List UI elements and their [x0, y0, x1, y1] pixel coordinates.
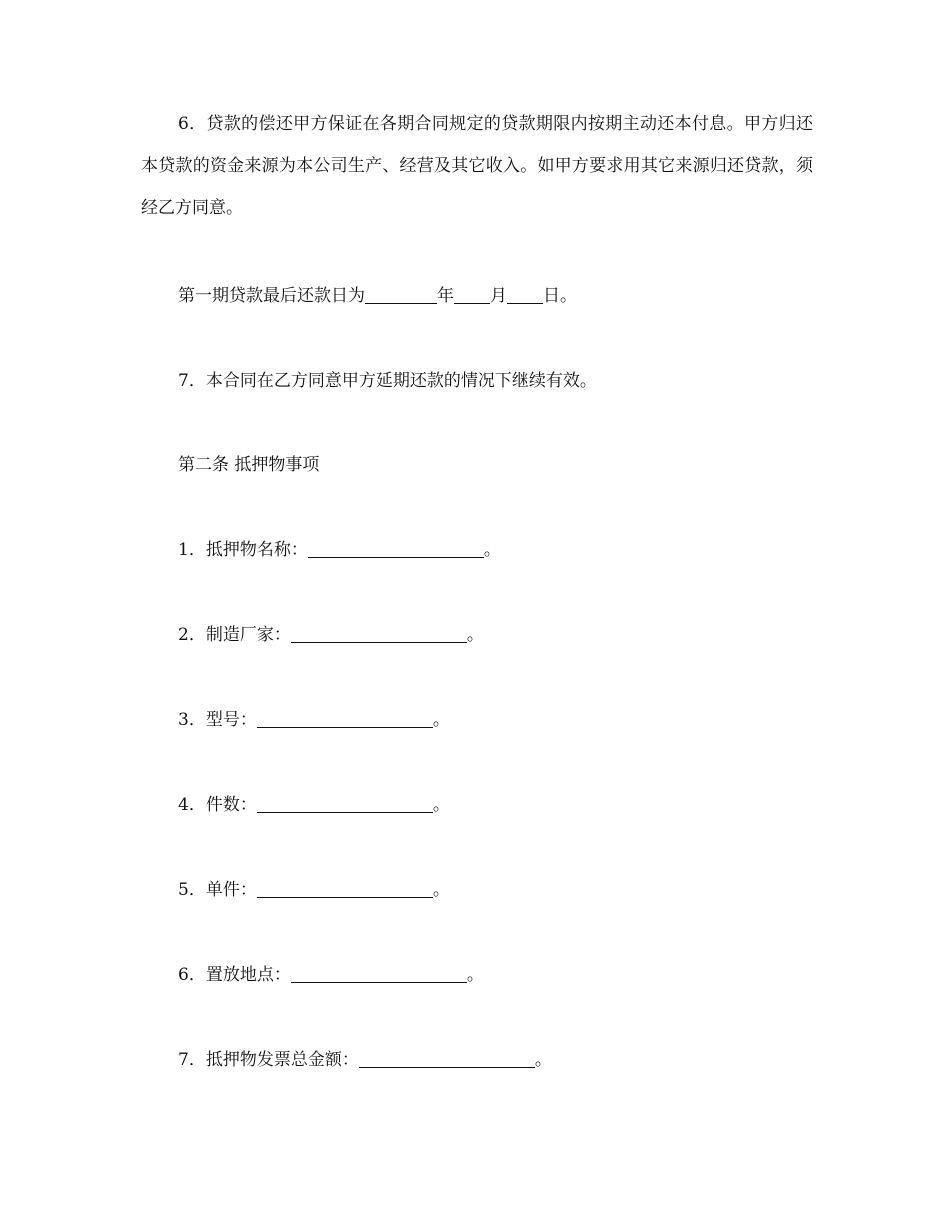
- item-suffix: 。: [432, 795, 450, 815]
- item-suffix: 。: [483, 540, 501, 560]
- clause-7-extension: 7．本合同在乙方同意甲方延期还款的情况下继续有效。: [178, 371, 597, 391]
- item-label: 4．件数：: [178, 795, 257, 815]
- first-period-due-date-line: [178, 284, 577, 308]
- month-label: 月: [490, 286, 507, 306]
- unit-line: [178, 878, 450, 902]
- item-suffix: 。: [466, 625, 484, 645]
- collateral-name-line: [178, 538, 501, 562]
- invoice-total-line: [178, 1048, 552, 1072]
- storage-location-blank[interactable]: [291, 964, 467, 983]
- quantity-blank[interactable]: [257, 794, 433, 813]
- item-label: 1．抵押物名称：: [178, 540, 308, 560]
- day-label: 日。: [543, 286, 577, 306]
- item-suffix: 。: [534, 1050, 552, 1070]
- item-label: 6．置放地点：: [178, 965, 291, 985]
- collateral-name-blank[interactable]: [308, 539, 484, 558]
- manufacturer-blank[interactable]: [291, 624, 467, 643]
- item-label: 7．抵押物发票总金额：: [178, 1050, 359, 1070]
- first-period-prefix: 第一期贷款最后还款日为: [178, 286, 365, 306]
- manufacturer-line: [178, 623, 484, 647]
- item-suffix: 。: [466, 965, 484, 985]
- clause-6-repayment: 6．贷款的偿还甲方保证在各期合同规定的贷款期限内按期主动还本付息。甲方归还本贷款的资金来源为本公司生产、经营及其它收入。如甲方要求用其它来源归还贷款，须经乙方同意。: [141, 114, 813, 218]
- item-suffix: 。: [432, 880, 450, 900]
- model-line: [178, 708, 450, 732]
- year-label: 年: [437, 286, 454, 306]
- item-label: 5．单件：: [178, 880, 257, 900]
- month-blank[interactable]: [454, 285, 490, 304]
- item-label: 3．型号：: [178, 710, 257, 730]
- quantity-line: [178, 793, 450, 817]
- unit-blank[interactable]: [257, 879, 433, 898]
- article-2-title: 第二条 抵押物事项: [178, 455, 320, 475]
- item-label: 2．制造厂家：: [178, 625, 291, 645]
- invoice-total-blank[interactable]: [359, 1049, 535, 1068]
- storage-location-line: [178, 963, 484, 987]
- model-blank[interactable]: [257, 709, 433, 728]
- item-suffix: 。: [432, 710, 450, 730]
- year-blank[interactable]: [365, 285, 437, 304]
- day-blank[interactable]: [507, 285, 543, 304]
